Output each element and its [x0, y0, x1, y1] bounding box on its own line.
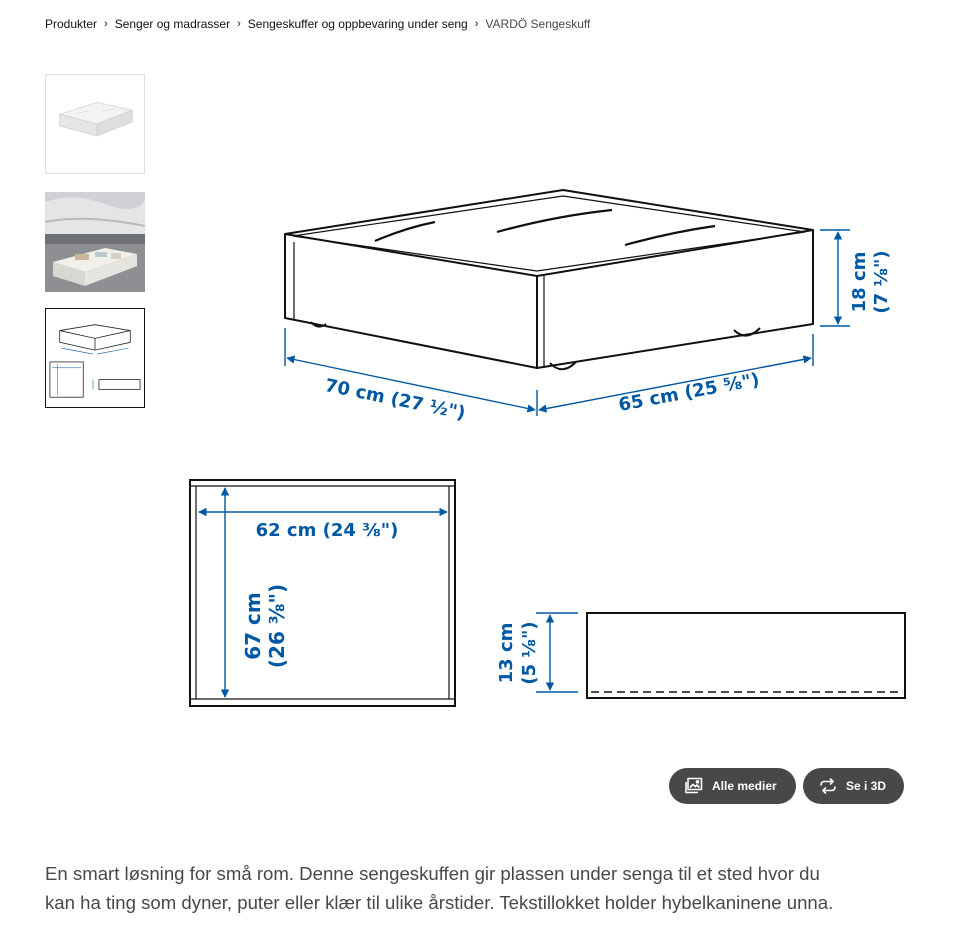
breadcrumb-senger-og-madrasser[interactable]: Senger og madrasser [114, 17, 231, 31]
inner-depth-cm: 67 cm [241, 592, 265, 660]
breadcrumb [45, 16, 590, 32]
inner-height-cm: 13 cm [496, 622, 517, 684]
view-3d-label: Se i 3D [846, 779, 887, 793]
product-description: En smart løsning for små rom. Denne sengeskuffen gir plassen under senga til et sted hvor du kan ha ting som dyner, puter eller klær til ulike årstider. Tekstillokket holder hybelkaninene unna. [45, 863, 834, 913]
thumbnail-dimension-drawing[interactable] [45, 308, 145, 408]
dimension-drawing-svg [160, 170, 930, 730]
height-dimension-inch: (7 ⅛") [871, 250, 892, 314]
view-3d-button[interactable] [803, 768, 904, 804]
thumbnail-product-photo[interactable] [45, 74, 145, 174]
width-dimension-label: 70 cm (27 ½") [323, 375, 468, 425]
drawer-product-image [46, 75, 144, 173]
drawer-under-bed-image [45, 192, 145, 292]
chevron-right-icon: › [237, 18, 241, 30]
drawer-3d-outline [285, 190, 813, 369]
all-media-label: Alle medier [712, 779, 777, 793]
drawer-top-view [190, 480, 455, 706]
dimension-drawing-thumbnail [46, 309, 144, 407]
dimension-drawing [160, 170, 930, 730]
breadcrumb-produkter[interactable]: Produkter [45, 17, 98, 31]
chevron-right-icon: › [104, 18, 108, 30]
breadcrumb-sengeskuffer[interactable]: Sengeskuffer og oppbevaring under seng [247, 17, 468, 31]
depth-dimension-label: 65 cm (25 ⅝") [616, 369, 762, 416]
height-dimension-cm: 18 cm [849, 251, 870, 313]
rotate-3d-icon [818, 776, 838, 796]
thumbnail-lifestyle-photo[interactable] [45, 192, 145, 292]
drawer-side-view [587, 613, 905, 698]
chevron-right-icon: › [474, 18, 479, 30]
inner-depth-inch: (26 ⅜") [265, 583, 289, 669]
inner-width-label: 62 cm (24 ⅜") [255, 520, 399, 541]
breadcrumb-current: VARDÖ Sengeskuff [485, 17, 591, 31]
inner-height-inch: (5 ⅛") [519, 621, 540, 685]
all-media-button[interactable] [669, 768, 796, 804]
image-gallery-icon [684, 776, 704, 796]
dimension-lines-side-view [536, 613, 578, 692]
